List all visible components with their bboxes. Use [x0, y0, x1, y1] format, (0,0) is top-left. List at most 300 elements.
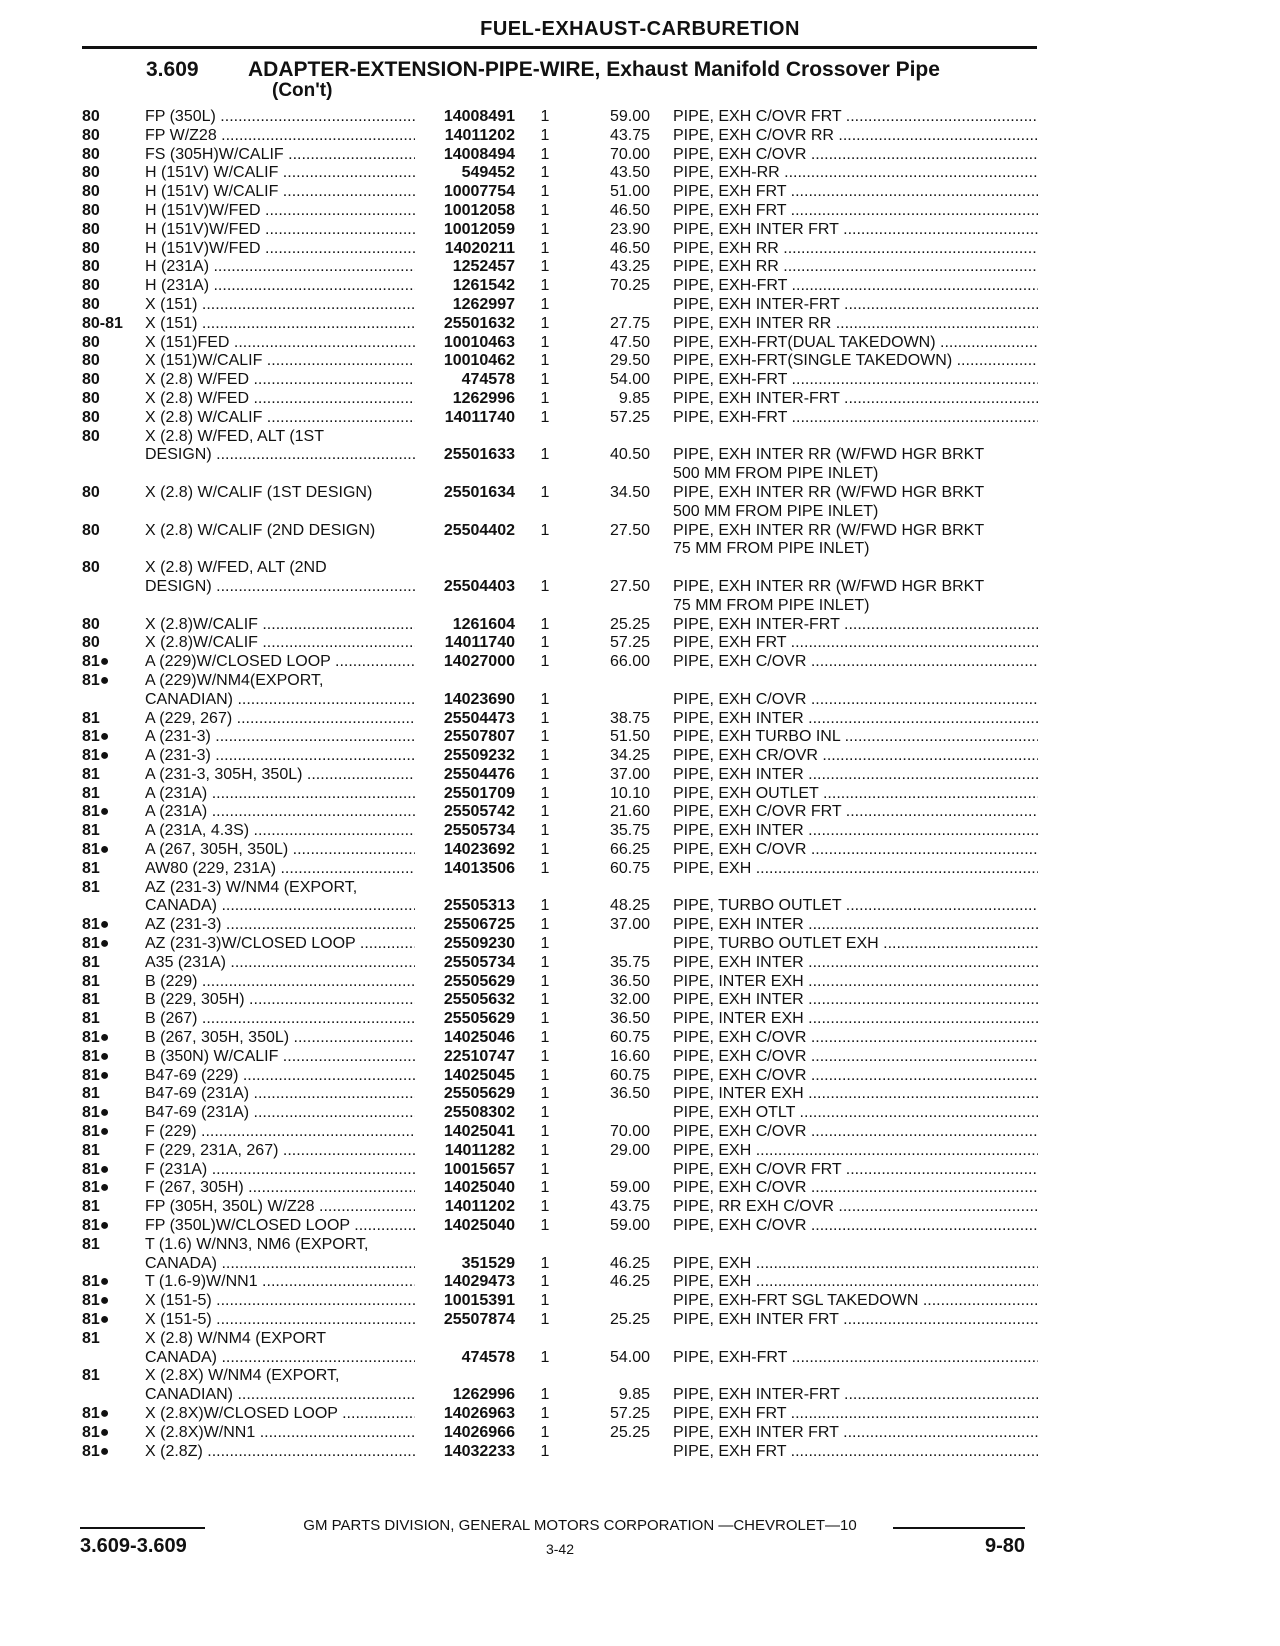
row-quantity: 1	[540, 765, 550, 783]
row-part-name: 75 MM FROM PIPE INLET)	[673, 596, 870, 614]
row-part-number: 25505313	[443, 897, 515, 915]
row-code: 81●	[82, 747, 110, 765]
row-part-number: 14027000	[443, 653, 515, 671]
row-part-name: PIPE, EXH C/OVR .....	[673, 1048, 1038, 1067]
row-code: 81	[82, 1198, 100, 1216]
row-code: 81●	[82, 671, 110, 689]
row-quantity: 1	[540, 1010, 550, 1028]
row-part-name: 75 MM FROM PIPE INLET)	[673, 540, 870, 558]
row-part-number: 1261542	[452, 277, 515, 295]
row-description: AZ (231-3) W/NM4 (EXPORT,	[145, 878, 358, 896]
row-part-name: PIPE, EXH-FRT .....	[673, 1349, 1038, 1368]
table-row	[0, 954, 1280, 973]
row-description: X (2.8)W/CALIF .....	[145, 616, 415, 635]
row-price: 9.85	[618, 389, 650, 407]
row-description: A (229)W/CLOSED LOOP .....	[145, 653, 415, 672]
row-price: 66.00	[609, 653, 650, 671]
row-price: 25.25	[609, 1423, 650, 1441]
table-row	[0, 973, 1280, 992]
row-price: 9.85	[618, 1386, 650, 1404]
row-part-name: PIPE, EXH OTLT .....	[673, 1104, 1038, 1123]
section-title: ADAPTER-EXTENSION-PIPE-WIRE, Exhaust Manifold Crossover Pipe	[248, 58, 940, 81]
row-part-name: PIPE, RR EXH C/OVR .....	[673, 1198, 1038, 1217]
row-part-name: PIPE, EXH C/OVR .....	[673, 1029, 1038, 1048]
row-description: AZ (231-3)W/CLOSED LOOP .....	[145, 935, 415, 954]
table-row	[0, 371, 1280, 390]
row-price: 51.00	[609, 183, 650, 201]
row-quantity: 1	[540, 408, 550, 426]
row-part-number: 25505629	[443, 972, 515, 990]
table-row	[0, 1330, 1280, 1349]
row-quantity: 1	[540, 1104, 550, 1122]
table-row	[0, 1198, 1280, 1217]
row-part-name: PIPE, EXH FRT .....	[673, 183, 1038, 202]
row-part-number: 14008491	[443, 108, 515, 125]
table-row	[0, 935, 1280, 954]
footer-rule-left	[80, 1527, 205, 1529]
table-row	[0, 146, 1280, 165]
row-description: B (229) .....	[145, 973, 415, 992]
row-description: CANADIAN) .....	[145, 691, 415, 710]
table-row	[0, 277, 1280, 296]
row-part-name: PIPE, INTER EXH .....	[673, 973, 1038, 992]
row-price: 27.75	[609, 314, 650, 332]
row-part-number: 10007754	[443, 183, 515, 201]
row-part-name: PIPE, EXH INTER .....	[673, 710, 1038, 729]
row-part-number: 10015391	[443, 1292, 515, 1310]
table-row	[0, 559, 1280, 578]
row-description: X (151)W/CALIF .....	[145, 352, 415, 371]
row-price: 46.25	[609, 1273, 650, 1291]
table-row	[0, 1273, 1280, 1292]
row-code: 81	[82, 1010, 100, 1028]
row-quantity: 1	[540, 935, 550, 953]
row-description: T (1.6-9)W/NN1 .....	[145, 1273, 415, 1292]
row-code: 81●	[82, 653, 110, 671]
row-part-number: 14011282	[444, 1141, 515, 1159]
row-part-name: PIPE, EXH CR/OVR .....	[673, 747, 1038, 766]
row-price: 25.25	[609, 1311, 650, 1328]
table-row	[0, 634, 1280, 653]
row-code: 80	[82, 239, 100, 257]
row-description: A (231-3) .....	[145, 728, 415, 747]
table-row	[0, 296, 1280, 315]
row-description: X (2.8) W/CALIF .....	[145, 409, 415, 428]
row-code: 81●	[82, 803, 110, 821]
table-row	[0, 578, 1280, 597]
row-part-name: PIPE, EXH INTER RR (W/FWD HGR BRKT	[673, 577, 985, 595]
row-quantity: 1	[540, 1423, 550, 1441]
row-code: 81●	[82, 841, 110, 859]
row-part-name: PIPE, EXH INTER RR (W/FWD HGR BRKT	[673, 446, 985, 464]
row-part-name: PIPE, EXH INTER .....	[673, 954, 1038, 973]
row-code: 81●	[82, 1066, 110, 1084]
row-code: 81	[82, 765, 100, 783]
row-price: 35.75	[609, 822, 650, 840]
row-description: X (151) .....	[145, 296, 415, 315]
row-price: 54.00	[609, 1348, 650, 1366]
row-part-number: 14026966	[443, 1423, 515, 1441]
row-quantity: 1	[540, 577, 550, 595]
row-price: 16.60	[609, 1047, 650, 1065]
row-part-name: PIPE, EXH .....	[673, 1273, 1038, 1292]
table-row	[0, 1123, 1280, 1142]
table-row	[0, 1010, 1280, 1029]
row-code: 81●	[82, 1179, 110, 1197]
row-quantity: 1	[540, 1047, 550, 1065]
row-part-number: 22510747	[443, 1047, 515, 1065]
row-part-number: 25505734	[443, 822, 515, 840]
row-part-number: 14011740	[444, 634, 515, 652]
row-part-number: 14029473	[443, 1273, 515, 1291]
row-description: X (2.8X) W/NM4 (EXPORT,	[145, 1367, 340, 1385]
row-description: FP W/Z28 .....	[145, 127, 415, 146]
row-price: 60.75	[609, 1066, 650, 1084]
table-row	[0, 822, 1280, 841]
row-part-name: PIPE, EXH-FRT .....	[673, 277, 1038, 296]
row-part-name: PIPE, EXH C/OVR .....	[673, 1217, 1038, 1236]
row-code: 80	[82, 408, 100, 426]
row-part-number: 1262996	[452, 389, 515, 407]
table-row	[0, 315, 1280, 334]
table-row	[0, 108, 1280, 127]
row-part-number: 25508302	[443, 1104, 515, 1122]
row-quantity: 1	[540, 653, 550, 671]
row-part-number: 14011202	[444, 126, 515, 144]
row-code: 80	[82, 295, 100, 313]
table-row	[0, 1048, 1280, 1067]
row-description: H (151V)W/FED .....	[145, 221, 415, 240]
table-row	[0, 1142, 1280, 1161]
row-description: AZ (231-3) .....	[145, 916, 415, 935]
table-row	[0, 728, 1280, 747]
row-quantity: 1	[540, 1386, 550, 1404]
row-price: 43.25	[609, 258, 650, 276]
row-description: CANADA) .....	[145, 1255, 415, 1274]
row-code: 81●	[82, 916, 110, 934]
row-code: 80	[82, 371, 100, 389]
row-quantity: 1	[540, 314, 550, 332]
row-part-number: 25501634	[443, 483, 515, 501]
row-quantity: 1	[540, 1254, 550, 1272]
row-part-number: 25505632	[443, 991, 515, 1009]
row-part-name: PIPE, TURBO OUTLET EXH .....	[673, 935, 1038, 954]
row-quantity: 1	[540, 1442, 550, 1460]
row-part-number: 14025046	[443, 1029, 515, 1047]
row-part-number: 1262997	[452, 295, 515, 313]
row-quantity: 1	[540, 1123, 550, 1141]
row-quantity: 1	[540, 183, 550, 201]
row-code: 81	[82, 1141, 100, 1159]
row-description: H (151V)W/FED .....	[145, 240, 415, 259]
table-row	[0, 1367, 1280, 1386]
row-part-name: 500 MM FROM PIPE INLET)	[673, 502, 879, 520]
row-part-name: PIPE, EXH C/OVR .....	[673, 1123, 1038, 1142]
row-description: X (151-5) .....	[145, 1311, 415, 1330]
row-part-number: 14011202	[444, 1198, 515, 1216]
row-price: 54.00	[609, 371, 650, 389]
row-price: 32.00	[609, 991, 650, 1009]
row-description: X (2.8) W/NM4 (EXPORT	[145, 1329, 327, 1347]
table-row	[0, 164, 1280, 183]
row-code: 80	[82, 483, 100, 501]
table-row	[0, 1085, 1280, 1104]
row-part-name: PIPE, EXH C/OVR FRT .....	[673, 1161, 1038, 1180]
table-row	[0, 465, 1280, 484]
row-quantity: 1	[540, 295, 550, 313]
row-part-number: 14025041	[443, 1123, 515, 1141]
row-quantity: 1	[540, 634, 550, 652]
row-description: B (267) .....	[145, 1010, 415, 1029]
row-part-name: PIPE, EXH INTER RR (W/FWD HGR BRKT	[673, 521, 985, 539]
row-part-name: PIPE, EXH C/OVR .....	[673, 653, 1038, 672]
table-row	[0, 1104, 1280, 1123]
row-price: 37.00	[609, 916, 650, 934]
row-price: 57.25	[609, 634, 650, 652]
table-row	[0, 1067, 1280, 1086]
row-description: F (267, 305H) .....	[145, 1179, 415, 1198]
row-price: 46.25	[609, 1254, 650, 1272]
row-description: A (229, 267) .....	[145, 710, 415, 729]
row-part-name: PIPE, TURBO OUTLET .....	[673, 897, 1038, 916]
row-part-number: 25507807	[443, 728, 515, 746]
row-quantity: 1	[540, 126, 550, 144]
footer-publisher: GM PARTS DIVISION, GENERAL MOTORS CORPORATION —CHEVROLET—10	[303, 1517, 857, 1534]
table-row	[0, 352, 1280, 371]
row-price: 57.25	[609, 1404, 650, 1422]
row-part-name: PIPE, EXH TURBO INL .....	[673, 728, 1038, 747]
row-part-number: 549452	[461, 164, 515, 182]
row-part-name: PIPE, EXH .....	[673, 1142, 1038, 1161]
row-code: 81	[82, 953, 100, 971]
row-part-number: 25509232	[443, 747, 515, 765]
row-quantity: 1	[540, 371, 550, 389]
row-part-name: PIPE, EXH C/OVR .....	[673, 841, 1038, 860]
footer-rule-right	[893, 1527, 1025, 1529]
page-header-title: FUEL-EXHAUST-CARBURETION	[480, 18, 800, 40]
row-quantity: 1	[540, 277, 550, 295]
row-quantity: 1	[540, 784, 550, 802]
row-price: 37.00	[609, 765, 650, 783]
row-quantity: 1	[540, 1311, 550, 1328]
row-description: A (231A) .....	[145, 803, 415, 822]
row-description: X (2.8) W/FED, ALT (2ND	[145, 559, 327, 577]
row-description: X (2.8) W/CALIF (2ND DESIGN)	[145, 521, 376, 539]
row-part-name: PIPE, EXH INTER-FRT .....	[673, 1386, 1038, 1405]
table-row	[0, 1236, 1280, 1255]
row-part-name: PIPE, EXH INTER .....	[673, 991, 1038, 1010]
row-quantity: 1	[540, 615, 550, 633]
table-row	[0, 428, 1280, 447]
row-description: DESIGN) .....	[145, 578, 415, 597]
row-quantity: 1	[540, 258, 550, 276]
row-description: F (229, 231A, 267) .....	[145, 1142, 415, 1161]
row-code: 81	[82, 1235, 100, 1253]
row-quantity: 1	[540, 1273, 550, 1291]
row-quantity: 1	[540, 352, 550, 370]
row-part-number: 14025040	[443, 1179, 515, 1197]
row-price: 36.50	[609, 1010, 650, 1028]
row-part-name: PIPE, EXH C/OVR .....	[673, 1067, 1038, 1086]
row-code: 80	[82, 108, 100, 125]
row-description: AW80 (229, 231A) .....	[145, 860, 415, 879]
row-part-name: PIPE, EXH C/OVR RR .....	[673, 127, 1038, 146]
row-quantity: 1	[540, 521, 550, 539]
parts-list	[0, 108, 1280, 1461]
table-row	[0, 334, 1280, 353]
row-quantity: 1	[540, 1029, 550, 1047]
table-row	[0, 860, 1280, 879]
row-code: 80	[82, 201, 100, 219]
row-part-number: 14026963	[443, 1404, 515, 1422]
row-part-name: PIPE, EXH INTER .....	[673, 766, 1038, 785]
row-part-number: 14020211	[444, 239, 515, 257]
row-price: 70.00	[609, 145, 650, 163]
row-description: CANADIAN) .....	[145, 1386, 415, 1405]
row-quantity: 1	[540, 991, 550, 1009]
table-row	[0, 616, 1280, 635]
row-part-number: 10010462	[443, 352, 515, 370]
row-part-number: 1252457	[452, 258, 515, 276]
row-part-name: PIPE, EXH C/OVR FRT .....	[673, 108, 1038, 127]
row-description: F (231A) .....	[145, 1161, 415, 1180]
row-quantity: 1	[540, 859, 550, 877]
table-row	[0, 258, 1280, 277]
row-code: 80	[82, 333, 100, 351]
row-part-number: 10012059	[443, 220, 515, 238]
row-quantity: 1	[540, 1160, 550, 1178]
row-description: X (2.8) W/FED, ALT (1ST	[145, 427, 324, 445]
row-description: A (231-3, 305H, 350L) .....	[145, 766, 415, 785]
row-quantity: 1	[540, 728, 550, 746]
row-price: 48.25	[609, 897, 650, 915]
row-description: X (2.8) W/FED .....	[145, 371, 415, 390]
row-description: A (267, 305H, 350L) .....	[145, 841, 415, 860]
row-price: 43.75	[609, 126, 650, 144]
row-description: H (151V)W/FED .....	[145, 202, 415, 221]
row-code: 81●	[82, 1160, 110, 1178]
row-code: 81●	[82, 1029, 110, 1047]
row-code: 80	[82, 634, 100, 652]
table-row	[0, 540, 1280, 559]
table-row	[0, 1349, 1280, 1368]
row-description: FP (350L) .....	[145, 108, 415, 127]
row-code: 81●	[82, 1423, 110, 1441]
row-code: 81	[82, 784, 100, 802]
row-quantity: 1	[540, 220, 550, 238]
row-part-number: 25505629	[443, 1010, 515, 1028]
row-price: 47.50	[609, 333, 650, 351]
footer-date: 9-80	[984, 1535, 1025, 1557]
row-code: 81	[82, 709, 100, 727]
row-part-number: 14032233	[443, 1442, 515, 1460]
row-code: 80	[82, 145, 100, 163]
row-code: 80-81	[82, 314, 123, 332]
row-part-name: PIPE, EXH C/OVR .....	[673, 1179, 1038, 1198]
row-description: T (1.6) W/NN3, NM6 (EXPORT,	[145, 1235, 369, 1253]
table-row	[0, 127, 1280, 146]
row-description: A (231-3) .....	[145, 747, 415, 766]
row-code: 81	[82, 878, 100, 896]
row-price: 46.50	[609, 201, 650, 219]
row-price: 60.75	[609, 1029, 650, 1047]
row-price: 59.00	[609, 108, 650, 125]
row-description: A (231A, 4.3S) .....	[145, 822, 415, 841]
row-part-number: 25509230	[443, 935, 515, 953]
table-row	[0, 1405, 1280, 1424]
row-part-name: PIPE, EXH INTER FRT .....	[673, 1424, 1038, 1443]
row-part-name: PIPE, EXH FRT .....	[673, 634, 1038, 653]
row-description: B47-69 (231A) .....	[145, 1085, 415, 1104]
row-part-number: 14023692	[443, 841, 515, 859]
row-price: 46.50	[609, 239, 650, 257]
table-row	[0, 240, 1280, 259]
row-quantity: 1	[540, 953, 550, 971]
row-price: 70.25	[609, 277, 650, 295]
row-price: 40.50	[609, 446, 650, 464]
row-price: 35.75	[609, 953, 650, 971]
row-quantity: 1	[540, 709, 550, 727]
row-part-number: 25501709	[443, 784, 515, 802]
row-part-number: 1261604	[452, 615, 515, 633]
row-quantity: 1	[540, 1198, 550, 1216]
row-quantity: 1	[540, 1348, 550, 1366]
row-description: B47-69 (231A) .....	[145, 1104, 415, 1123]
table-row	[0, 785, 1280, 804]
row-code: 81	[82, 991, 100, 1009]
row-part-name: PIPE, EXH .....	[673, 860, 1038, 879]
table-row	[0, 897, 1280, 916]
row-description: B (267, 305H, 350L) .....	[145, 1029, 415, 1048]
row-part-name: PIPE, EXH C/OVR .....	[673, 146, 1038, 165]
row-price: 10.10	[609, 784, 650, 802]
row-quantity: 1	[540, 108, 550, 125]
row-quantity: 1	[540, 803, 550, 821]
row-part-number: 25504473	[443, 709, 515, 727]
row-quantity: 1	[540, 822, 550, 840]
row-price: 34.50	[609, 483, 650, 501]
row-code: 80	[82, 521, 100, 539]
row-part-name: PIPE, INTER EXH .....	[673, 1085, 1038, 1104]
row-price: 36.50	[609, 1085, 650, 1103]
row-code: 81●	[82, 935, 110, 953]
row-part-number: 10015657	[443, 1160, 515, 1178]
row-price: 34.25	[609, 747, 650, 765]
row-price: 43.75	[609, 1198, 650, 1216]
table-row	[0, 1292, 1280, 1311]
row-part-number: 25504402	[443, 521, 515, 539]
row-code: 81	[82, 859, 100, 877]
row-description: X (2.8Z) .....	[145, 1443, 415, 1462]
row-part-number: 25506725	[443, 916, 515, 934]
row-part-number: 25505742	[443, 803, 515, 821]
footer-section-range: 3.609-3.609	[80, 1535, 187, 1557]
row-price: 70.00	[609, 1123, 650, 1141]
table-row	[0, 503, 1280, 522]
row-description: A35 (231A) .....	[145, 954, 415, 973]
table-row	[0, 522, 1280, 541]
row-part-number: 14011740	[444, 408, 515, 426]
row-price: 21.60	[609, 803, 650, 821]
row-description: X (2.8X)W/NN1 .....	[145, 1424, 415, 1443]
row-quantity: 1	[540, 145, 550, 163]
row-description: A (231A) .....	[145, 785, 415, 804]
row-description: X (2.8) W/CALIF (1ST DESIGN)	[145, 483, 373, 501]
row-part-number: 10010463	[443, 333, 515, 351]
table-row	[0, 183, 1280, 202]
row-part-number: 25505629	[443, 1085, 515, 1103]
row-part-name: PIPE, EXH C/OVR .....	[673, 691, 1038, 710]
